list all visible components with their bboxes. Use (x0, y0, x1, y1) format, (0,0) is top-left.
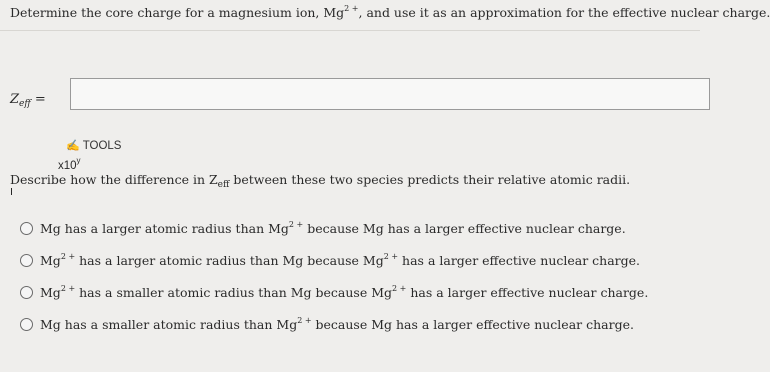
wrench-icon: ✍ (66, 140, 80, 152)
divider (0, 30, 700, 31)
answer-options (20, 218, 648, 346)
option-label: $Mg^{2 +}$ has a smaller atomic radius than Mg because $Mg^{2 +}$ has a larger effective nuclear charge. (40, 284, 649, 300)
zeff-answer-input[interactable] (70, 78, 710, 110)
zeff-label (10, 92, 46, 109)
zeff-label-sub: eff (19, 99, 31, 109)
answer-option-4[interactable] (20, 314, 648, 334)
question-2-text (10, 172, 630, 190)
text-cursor-icon: Ι (10, 187, 13, 198)
radio-button[interactable] (20, 318, 33, 331)
radio-button[interactable] (20, 222, 33, 235)
scientific-notation-button[interactable] (58, 156, 81, 172)
option-label: Mg has a larger atomic radius than $Mg^{2 +}$ because Mg has a larger effective nuclear charge. (40, 220, 626, 236)
x10-base: x10 (58, 160, 77, 172)
question-2-part: between these two species predicts their relative atomic radii. (229, 172, 631, 187)
x10-exponent: y (76, 156, 81, 165)
option-label: Mg has a smaller atomic radius than $Mg^{2 +}$ because Mg has a larger effective nuclear charge. (40, 316, 634, 332)
question-text-part: Determine the core charge for a magnesium ion, Mg (10, 5, 345, 20)
option-label: $Mg^{2 +}$ has a larger atomic radius than Mg because $Mg^{2 +}$ has a larger effective nuclear charge. (40, 252, 641, 268)
charge-superscript: 2 + (344, 4, 359, 13)
tools-button[interactable] (66, 139, 121, 152)
answer-option-3[interactable] (20, 282, 648, 302)
zeff-subscript: eff (217, 180, 230, 190)
question-text (10, 4, 770, 20)
answer-option-2[interactable] (20, 250, 648, 270)
zeff-label-eq: = (30, 92, 46, 107)
radio-button[interactable] (20, 254, 33, 267)
question-2-part: escribe how the difference in Z (20, 172, 218, 187)
zeff-label-main: Z (10, 92, 20, 107)
question-2-first-letter: D (10, 172, 21, 187)
tools-label: TOOLS (82, 140, 122, 152)
radio-button[interactable] (20, 286, 33, 299)
question-text-part: , and use it as an approximation for the effective nuclear charge. (358, 5, 770, 20)
answer-option-1[interactable] (20, 218, 648, 238)
